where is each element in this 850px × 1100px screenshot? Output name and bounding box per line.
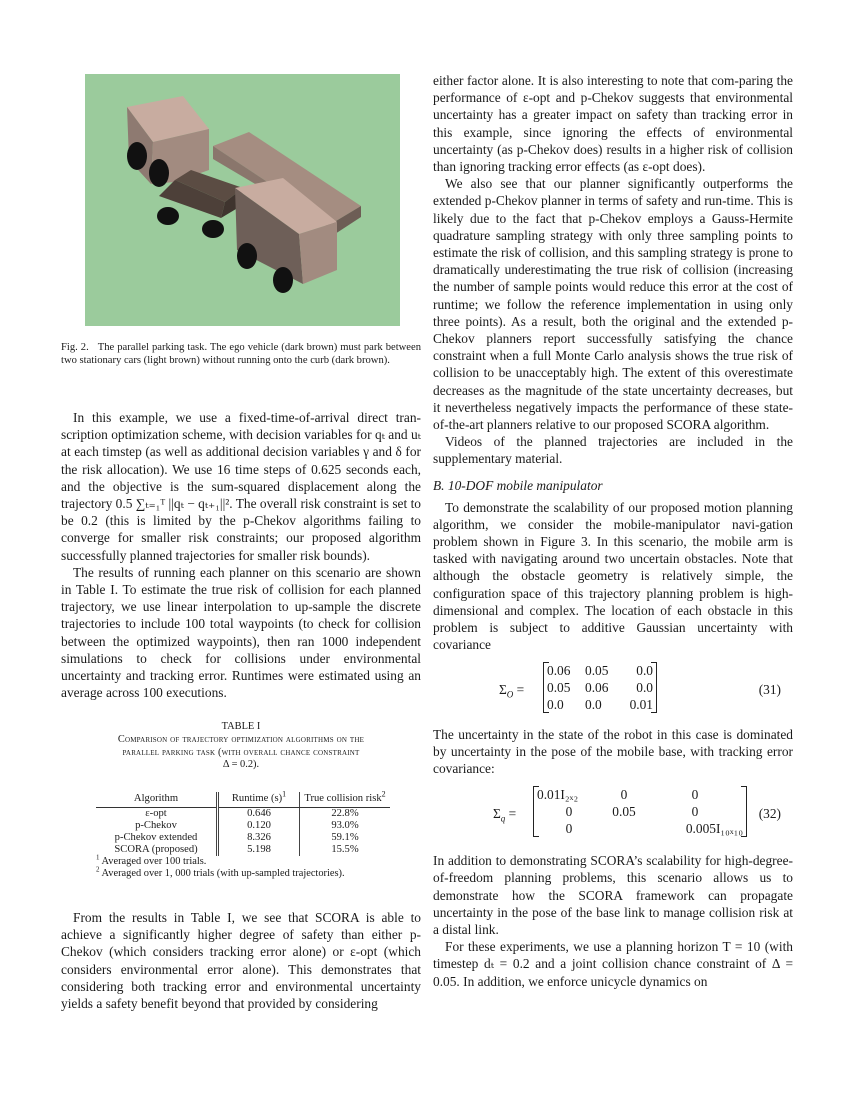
paragraph-experiment-setup: For these experiments, we use a planning horizon T = 10 (with timestep dₜ = 0.2 and a joint collision chance constraint of Δ = 0.05. In addition, we enforce unicycle dynamics on (433, 939, 793, 989)
cell-runtime: 5.198 (218, 844, 300, 856)
figure-label: Fig. 2. (61, 342, 89, 353)
cell-risk: 22.8% (331, 808, 359, 819)
subsection-heading: B. 10-DOF mobile manipulator (433, 477, 603, 493)
table-header-row (96, 792, 390, 808)
table-title-line-3: Δ = 0.2). (222, 759, 260, 771)
cell-risk: 15.5% (331, 844, 359, 855)
paragraph-tracking-uncertainty: The uncertainty in the state of the robot in this case is dominated by uncertainty in the pose of the mobile base, with tracking error covariance: (433, 726, 793, 776)
figure-caption (61, 341, 421, 367)
results-table (96, 789, 390, 856)
cell-algorithm: p-Chekov (96, 820, 218, 832)
cell-algorithm: ε-opt (96, 808, 218, 821)
table-title-line-2: parallel parking task (with overall chance constraint (122, 746, 360, 758)
table-row (96, 832, 390, 844)
table-footnote-1: $^1$ Averaged over 100 trials. (96, 853, 207, 867)
figure-caption-text: The parallel parking task. The ego vehicle (dark brown) must park between two stationary cars (light brown) without running onto the curb (dark brown). (61, 342, 421, 367)
cell-runtime: 0.646 (218, 808, 300, 821)
right-column (433, 72, 793, 990)
parking-scene-render (85, 74, 400, 326)
table-row (96, 808, 390, 821)
header-collision-risk: True collision risk$^2$ (300, 792, 391, 808)
paragraph-results-intro: The results of running each planner on this scenario are shown in Table I. To estimate the true risk of collision for each planned trajectory, we use linear interpolation to up-sample the discrete trajectories to include 100 total waypoints (to check for collision between the optimized waypoints), then ran 1000 independent simulations to check for collisions under environmental uncertainty and tracking error. Runtimes were estimated using an average across 100 executions. (61, 564, 421, 701)
paragraph-scora-scalability: In addition to demonstrating SCORA’s scalability for high-degree-of-freedom planning problems, this scenario allows us to demonstrate how the SCORA framework can propagate uncertainty in the pose of the base link to manage collision risk at a distal link. (433, 853, 793, 937)
equation-31 (433, 662, 793, 720)
table-label: TABLE I (221, 721, 261, 732)
equation-31-number: (31) (758, 681, 781, 697)
table-caption (61, 721, 421, 772)
equation-31-matrix: 0.06 0.05 0.0 0.05 0.06 0.0 0.0 0.0 0.01 (543, 662, 657, 713)
results-table-container (96, 789, 390, 881)
left-column-upper (61, 409, 421, 701)
paragraph-continuation: either factor alone. It is also interesting to note that com-paring the performance of ε-opt and p-Chekov suggests that environmental uncertainty has a greater impact on safety than tracking error in this example, since ignoring the effects of environmental uncertainty (as p-Chekov does) results in a higher risk of collision than ignoring tracking error effects (as ε-opt does). (433, 73, 793, 175)
cell-algorithm: SCORA (proposed) (96, 844, 218, 856)
header-algorithm: Algorithm (96, 792, 218, 808)
cell-algorithm: p-Chekov extended (96, 832, 218, 844)
paragraph-pchekov-comparison: We also see that our planner significantly outperforms the extended p-Chekov planner in terms of safety and run-time. This is likely due to the fact that p-Chekov employs a Gauss-Hermite quadrature sampling strategy with only three sampling points to estimate the risk of collision, and this sampling strategy is prone to dramatically underestimating the true risk of collision (increasing the number of sample points would reduce this error at the cost of runtime; we follow the reference implementation in using only three points). As a result, both the original and the extended p-Chekov planners report successfully satisfying the chance constraint when a full Monte Carlo analysis shows the true risk of collision to be unacceptably high. The extent of this overestimate decreases as the magnitude of the state uncertainty decreases, but it nevertheless negatively impacts the performance of these state-of-the-art planners relative to our proposed SCORA algorithm. (433, 176, 793, 433)
equation-32-matrix: 0.01I₂ₓ₂ 0 0 0 0.05 0 0 0.005I₁₀ₓ₁₀ (533, 786, 747, 837)
figure-parallel-parking (85, 74, 400, 326)
table-title-line-1: Comparison of trajectory optimization algorithms on the (117, 733, 365, 745)
cell-risk: 93.0% (331, 820, 359, 831)
equation-32-lhs: $\Sigma_q$ = (493, 806, 517, 824)
header-runtime: Runtime $(s)^1$ (218, 792, 300, 808)
cell-runtime: 0.120 (218, 820, 300, 832)
equation-32 (433, 786, 793, 844)
paragraph-mobile-manipulator: To demonstrate the scalability of our proposed motion planning algorithm, we consider the mobile-manipulator navi-gation problem shown in Figure 3. In this scenario, the mobile arm is tasked with navigating around two uncertain obstacles. Note that although the obstacle geometry is relatively simple, the configuration space of this trajectory planning problem is high-dimensional and complex. The location of each obstacle in this problem is subject to additive Gaussian uncertainty with covariance (433, 499, 793, 653)
paragraph-method: In this example, we use a fixed-time-of-arrival direct tran-scription optimization scheme, with decision variables for qₜ and uₜ at each timstep (as well as additional decision variables γ and δ for the risk allocation). We use 16 time steps of 0.625 seconds each, and the objective is the sum-squared displacement along the trajectory 0.5 ∑ₜ₌₁ᵀ ||qₜ − qₜ₊₁||². The overall risk constraint is set to be 0.2 (this is limited by the p-Chekov algorithms failing to converge for smaller risk constraints; our proposed algorithm successfully planned trajectories for smaller risk bounds). (61, 410, 421, 563)
cell-risk: 59.1% (331, 832, 359, 843)
paragraph-videos: Videos of the planned trajectories are included in the supplementary material. (433, 434, 793, 467)
table-footnote-2: $^2$ Averaged over 1, 000 trials (with up-sampled trajectories). (96, 865, 345, 880)
cell-runtime: 8.326 (218, 832, 300, 844)
left-column-lower (61, 909, 421, 1012)
table-row (96, 844, 390, 856)
paragraph-discussion: From the results in Table I, we see that SCORA is able to achieve a significantly higher degree of safety than either p-Chekov (which considers tracking error alone) or ε-opt (which considers environmental error alone). This demonstrates that considering both tracking error and environmental uncertainty yields a safety benefit beyond that provided by considering (61, 910, 421, 1012)
equation-31-lhs: $\Sigma_O$ = (499, 681, 525, 700)
table-row (96, 820, 390, 832)
equation-32-number: (32) (758, 806, 781, 822)
